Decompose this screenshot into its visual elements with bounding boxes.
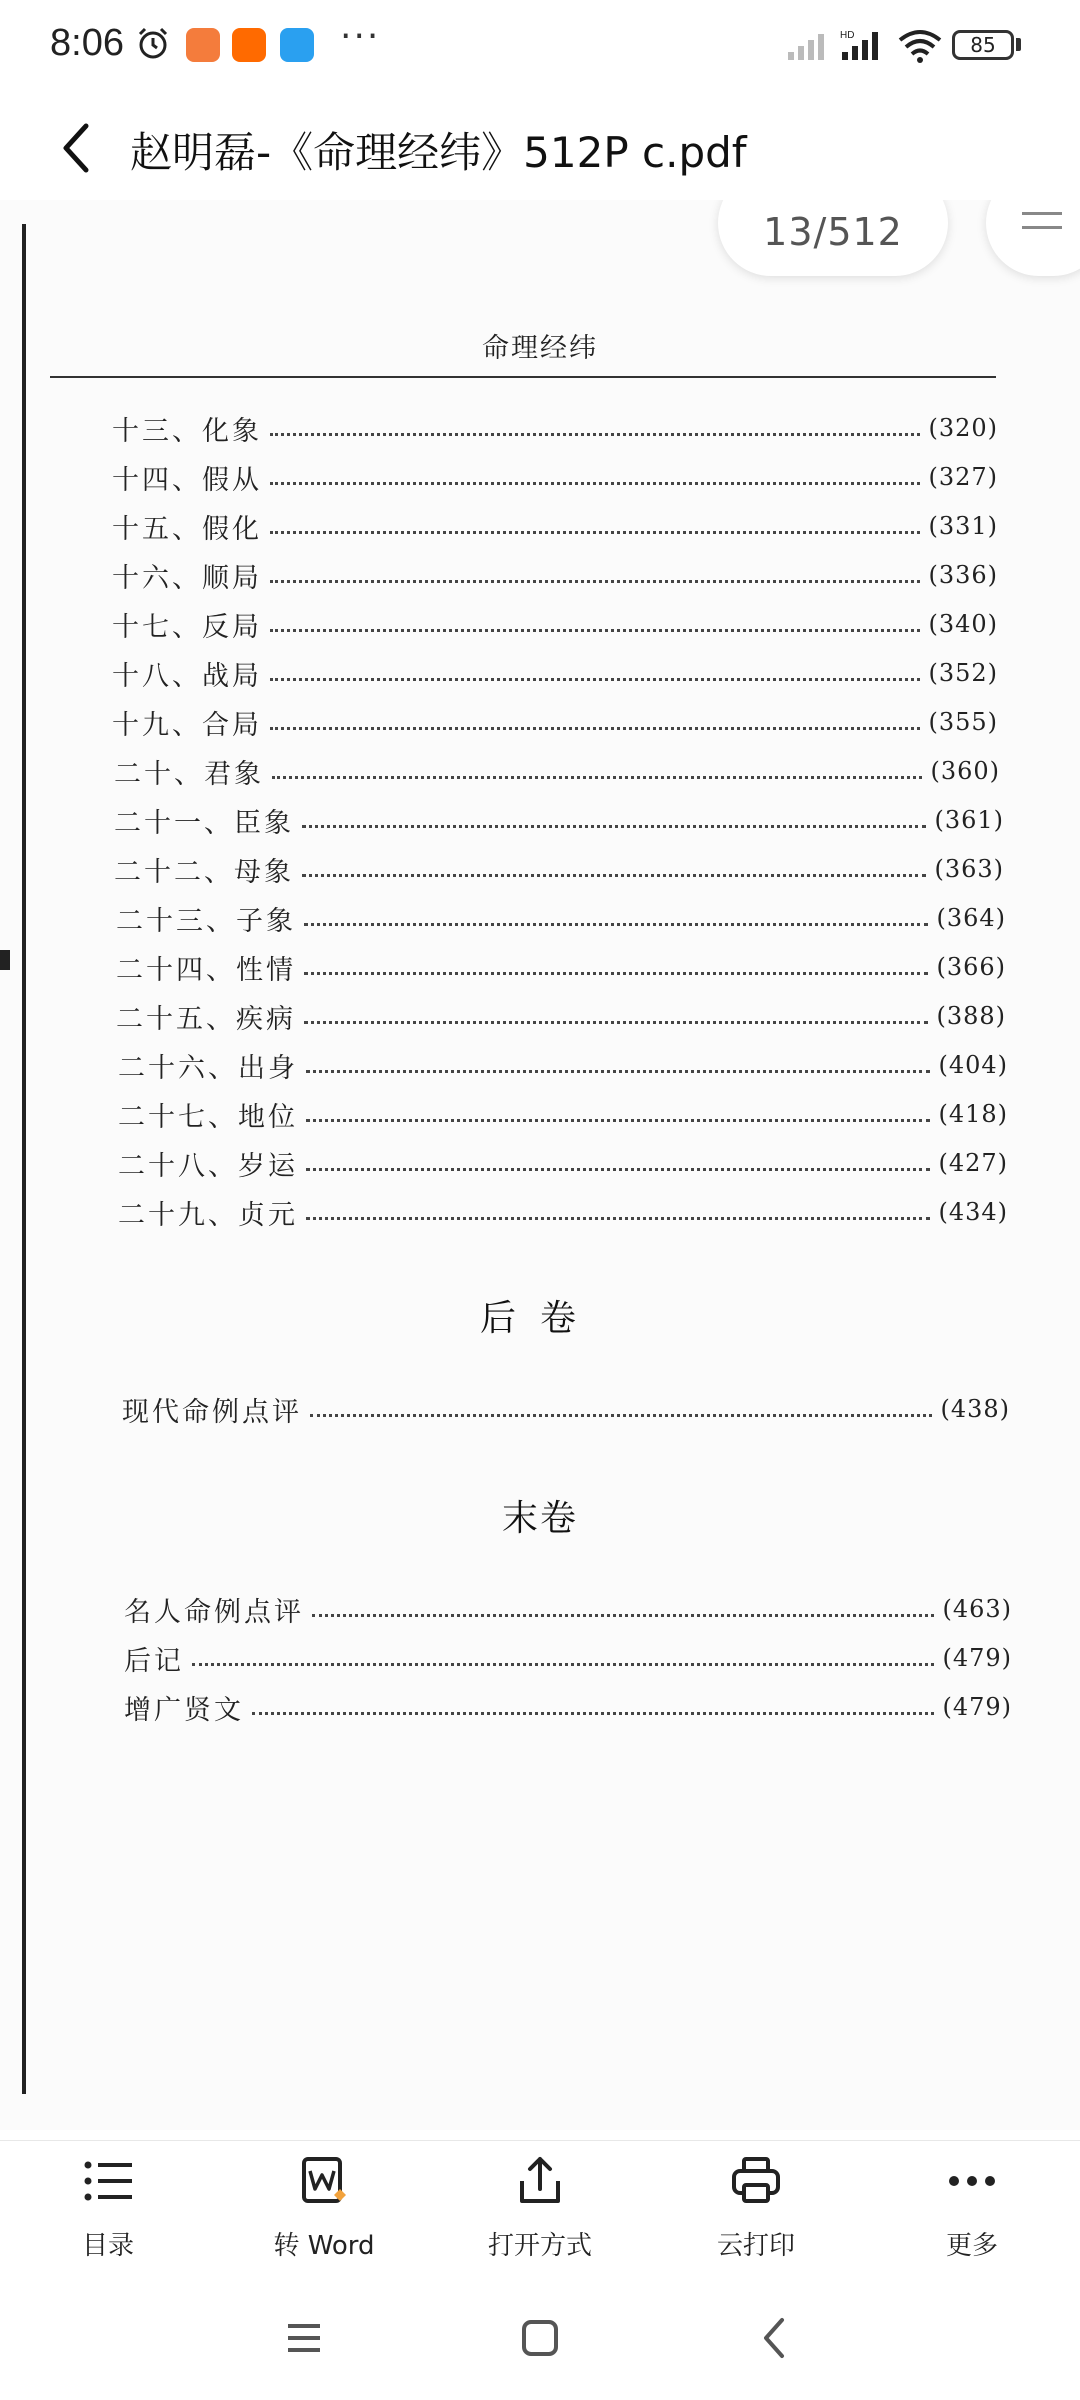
- toc-leader-dots: [304, 972, 928, 975]
- toc-entry-label: 二十三、子象: [116, 905, 296, 937]
- toolbar-more-button[interactable]: [882, 2151, 1062, 2281]
- toc-entry-page: (361): [934, 806, 1004, 834]
- section-heading-final-volume: 末卷: [501, 1498, 578, 1539]
- status-time: 8:06: [50, 22, 124, 64]
- toc-entry-page: (336): [928, 561, 998, 589]
- signal-strength-icon: [840, 28, 890, 62]
- toolbar-label: 更多: [945, 2231, 998, 2261]
- signal-no-service-icon: [786, 28, 836, 62]
- toc-entry-page: (438): [940, 1395, 1010, 1423]
- app-notification-icon: [186, 28, 220, 62]
- alarm-icon: [136, 26, 170, 60]
- battery-icon: [952, 30, 1014, 60]
- toc-entry-label: 二十七、地位: [118, 1101, 298, 1133]
- toc-leader-dots: [270, 482, 920, 485]
- toc-leader-dots: [306, 1168, 930, 1171]
- toc-entry: [118, 1045, 1008, 1085]
- toc-entry: [118, 1192, 1008, 1232]
- printer-icon: [726, 2151, 786, 2211]
- more-icon: [942, 2151, 1002, 2211]
- viewer-menu-button[interactable]: [986, 200, 1080, 276]
- toc-entry-page: (418): [938, 1100, 1008, 1128]
- toc-entry-label: 十八、战局: [112, 660, 262, 692]
- toc-entry-page: (355): [928, 708, 998, 736]
- share-open-icon: [510, 2151, 570, 2211]
- more-notifications-icon: ···: [340, 16, 381, 57]
- toc-leader-dots: [270, 531, 920, 534]
- toc-entry-page: (364): [936, 904, 1006, 932]
- nav-back-icon[interactable]: [746, 2308, 806, 2368]
- toc-entry: [112, 506, 998, 546]
- page-edge-mark: [0, 950, 10, 970]
- mi-app-icon: [232, 28, 266, 62]
- toc-entry-label: 十五、假化: [112, 513, 262, 545]
- toc-entry: [124, 1687, 1012, 1727]
- toc-entry-label: 名人命例点评: [124, 1596, 304, 1628]
- toc-entry: [112, 604, 998, 644]
- toolbar-cloud-print-button[interactable]: [666, 2151, 846, 2281]
- toc-entry-label: 十三、化象: [112, 415, 262, 447]
- toc-entry-page: (479): [942, 1644, 1012, 1672]
- toc-leader-dots: [306, 1070, 930, 1073]
- toc-leader-dots: [270, 629, 920, 632]
- toc-entry-page: (320): [928, 414, 998, 442]
- toolbar-label: 目录: [81, 2231, 134, 2261]
- toc-leader-dots: [270, 580, 920, 583]
- toc-entry-page: (388): [936, 1002, 1006, 1030]
- menu-icon-line: [1022, 226, 1062, 229]
- app-header: [0, 96, 1080, 201]
- toc-entry-page: (427): [938, 1149, 1008, 1177]
- toc-entry-label: 现代命例点评: [122, 1396, 302, 1428]
- toc-entry-label: 二十八、岁运: [118, 1150, 298, 1182]
- toc-entry: [118, 1143, 1008, 1183]
- back-arrow-icon[interactable]: [52, 118, 102, 178]
- toc-entry-page: (479): [942, 1693, 1012, 1721]
- toc-entry-page: (340): [928, 610, 998, 638]
- toc-entry: [114, 800, 1004, 840]
- toc-entry-label: 十六、顺局: [112, 562, 262, 594]
- toc-entry: [124, 1638, 1012, 1678]
- toolbar-label: 打开方式: [487, 2231, 592, 2261]
- toc-entry-page: (331): [928, 512, 998, 540]
- toc-leader-dots: [304, 923, 928, 926]
- convert-word-icon: [294, 2151, 354, 2211]
- toc-entry-page: (363): [934, 855, 1004, 883]
- toc-entry-label: 二十一、臣象: [114, 807, 294, 839]
- toc-entry: [112, 457, 998, 497]
- toc-leader-dots: [304, 1021, 928, 1024]
- pdf-viewport[interactable]: [0, 200, 1080, 2130]
- toc-leader-dots: [272, 776, 922, 779]
- toc-entry-label: 二十四、性情: [116, 954, 296, 986]
- toc-leader-dots: [306, 1217, 930, 1220]
- toc-entry: [112, 408, 998, 448]
- toc-entry-label: 后记: [124, 1645, 184, 1677]
- system-nav-bar: [0, 2280, 1080, 2400]
- toc-entry: [114, 751, 1000, 791]
- toc-leader-dots: [252, 1712, 934, 1715]
- toc-entry: [112, 702, 998, 742]
- toc-entry-page: (463): [942, 1595, 1012, 1623]
- toc-entry: [114, 849, 1004, 889]
- header-rule: [50, 376, 996, 378]
- toc-leader-dots: [270, 433, 920, 436]
- toc-entry-page: (366): [936, 953, 1006, 981]
- toolbar-toc-button[interactable]: [18, 2151, 198, 2281]
- toc-leader-dots: [310, 1414, 932, 1417]
- toc-leader-dots: [302, 874, 926, 877]
- toc-entry-label: 二十九、贞元: [118, 1199, 298, 1231]
- toc-entry-label: 二十、君象: [114, 758, 264, 790]
- toolbar-open-with-button[interactable]: [450, 2151, 630, 2281]
- svg-text:HD: HD: [840, 30, 855, 41]
- toc-entry-label: 十七、反局: [112, 611, 262, 643]
- toc-entry-page: (404): [938, 1051, 1008, 1079]
- toc-entry-page: (352): [928, 659, 998, 687]
- status-bar: [0, 0, 1080, 96]
- page-indicator[interactable]: [718, 200, 948, 276]
- toc-leader-dots: [312, 1614, 934, 1617]
- toc-leader-dots: [270, 727, 920, 730]
- toc-entry-page: (434): [938, 1198, 1008, 1226]
- toc-leader-dots: [306, 1119, 930, 1122]
- battery-tip: [1016, 38, 1021, 51]
- toc-leader-dots: [192, 1663, 934, 1666]
- toc-entry-label: 十九、合局: [112, 709, 262, 741]
- toc-entry-label: 二十二、母象: [114, 856, 294, 888]
- document-title: 赵明磊-《命理经纬》512P c.pdf: [130, 128, 747, 177]
- page-edge-line: [22, 224, 26, 2094]
- toc-entry: [118, 1094, 1008, 1134]
- toc-entry-label: 二十五、疾病: [116, 1003, 296, 1035]
- toc-entry-page: (360): [930, 757, 1000, 785]
- wifi-icon: [896, 26, 944, 64]
- toc-entry: [112, 555, 998, 595]
- upload-app-icon: [280, 28, 314, 62]
- toc-leader-dots: [302, 825, 926, 828]
- toc-entry-page: (327): [928, 463, 998, 491]
- toc-entry: [116, 996, 1006, 1036]
- section-heading-back-volume: 后卷: [479, 1298, 600, 1339]
- bottom-toolbar: [0, 2140, 1080, 2281]
- toc-entry-label: 二十六、出身: [118, 1052, 298, 1084]
- toolbar-label: 转 Word: [273, 2231, 375, 2261]
- menu-icon: [1022, 212, 1062, 215]
- toolbar-convert-word-button[interactable]: [234, 2151, 414, 2281]
- toolbar-label: 云打印: [716, 2231, 795, 2261]
- toc-entry-label: 增广贤文: [124, 1694, 244, 1726]
- toc-entry: [116, 898, 1006, 938]
- toc-entry: [122, 1389, 1010, 1429]
- toc-entry-label: 十四、假从: [112, 464, 262, 496]
- recent-apps-icon[interactable]: [274, 2308, 334, 2368]
- list-icon: [78, 2151, 138, 2211]
- battery-level: 85: [970, 33, 996, 57]
- toc-entry: [116, 947, 1006, 987]
- running-head: 命理经纬: [482, 333, 598, 364]
- home-icon[interactable]: [510, 2308, 570, 2368]
- toc-leader-dots: [270, 678, 920, 681]
- toc-entry: [112, 653, 998, 693]
- page-number-label: 13/512: [763, 210, 903, 254]
- toc-entry: [124, 1589, 1012, 1629]
